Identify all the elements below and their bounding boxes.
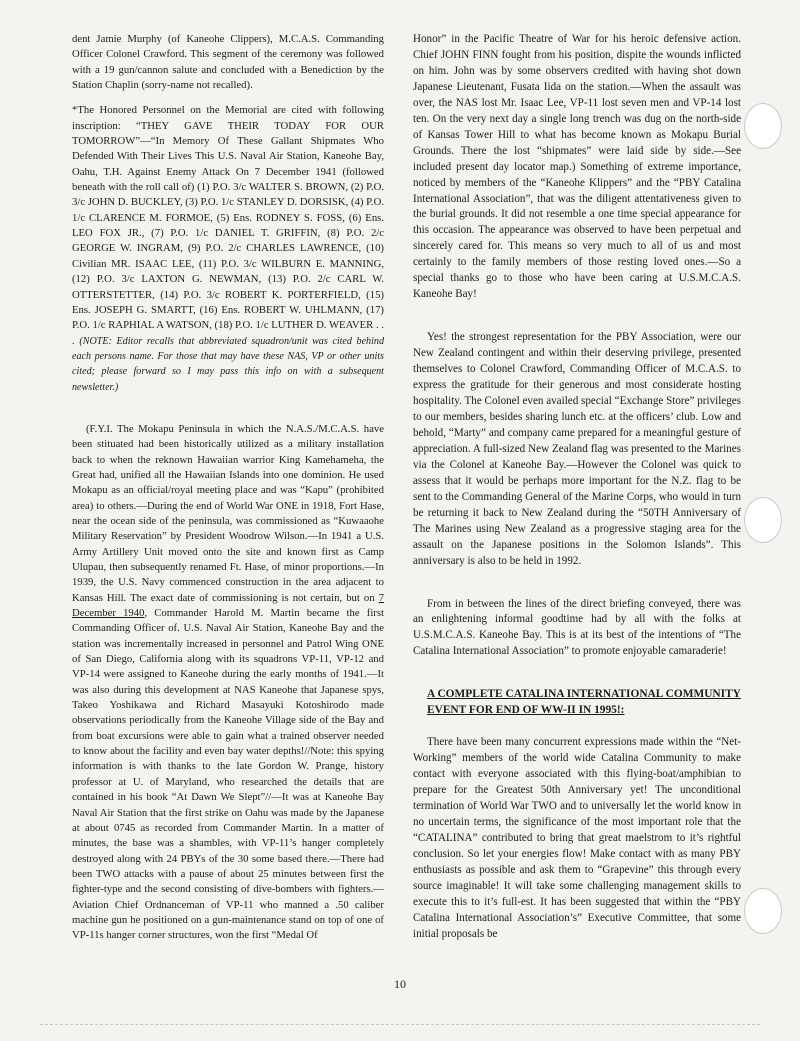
- page-number: 10: [394, 977, 406, 991]
- intro-paragraph: dent Jamie Murphy (of Kaneohe Clippers), M.C.A.S. Commanding Officer Colonel Crawford. This segment of the ceremony was followed with a 19 gun/cannon salute and concluded with a Benediction by the Station Chaplin (sorry-name not recalled).: [72, 33, 384, 92]
- left-column: [72, 32, 384, 954]
- punch-hole-bottom: [744, 888, 782, 934]
- fyi-history-paragraph: [72, 422, 384, 944]
- anniversary-paragraph: There have been many concurrent expressions made within the “Net-Working” members of the world wide Catalina Community to make contact with everyone associated with this flying-boat/amphibian to prepare for the Greatest 50th Anniversary yet! The unconditional termination of World War TWO and to universally let the world know in no uncertain terms, the significance of the most important role that the “CATALINA” contributed to bring that great maelstrom to it’s rightful conclusion. So let your energies flow! Make contact with as many PBY enthusiasts as possible and ask them to “Grapevine” this through every source imaginable! It will take some challenging management skills to execute this to it’s full-est. It has been suggested that within the “PBY Catalina International Association’s” Executive Committee, that some initial proposals be: [413, 736, 741, 940]
- punch-hole-middle: [744, 497, 782, 543]
- fyi-text-part2: , Commander Harold M. Martin became the first Commanding Officer of. U.S. Naval Air Station, Kaneohe Bay and the station was incrementally increased in personnel and Patrol Wing ONE of San Diego, California along with its squadrons VP-11, VP-12 and VP-14 were assigned to Kaneohe during the early months of 1941.—It was also during this development at NAS Kaneohe that Japanese spys, Takeo Yoshikawa and Richard Masayuki Kotoshirodo made observations periodically from the Kaneohe Village side of the Bay and from boat excursions were able to gain what a trained observer needed to know about the facility and even bay water depths!//Note: this spying information is with thanks to the late Gordon W. Prange, history professor at U. of Maryland, who researched the details that are contained in his book “At Dawn We Slept”//—It was at Kaneohe Bay Naval Air Station that the first strike on Oahu was made by the Japanese at about 0745 as recorded from Commander Martin. In a matter of minutes, the base was a shambles, with VP-11’s hanger completely destroyed along with 24 PBYs of the 30 some based there.—There had been TWO attacks with a pause of about 25 minutes between first the fighter-type and the second consisting of dive-bombers with fighters.—Aviation Chief Ordnanceman of VP-11 who manned a .50 caliber machine gun he positioned on a gun-maintenance stand on top of one of VP-11s hanger corner structures, won the first “Medal Of: [72, 607, 384, 942]
- editor-note: (NOTE: Editor recalls that abbreviated squadron/unit was cited behind each persons name. For those that may have these NAS, VP or other units cited; please forward so I may pass this info on with a subsequent newsletter.): [72, 335, 385, 393]
- new-zealand-paragraph: Yes! the strongest representation for the PBY Association, were our New Zealand contingent and within their deserving privilege, presented themselves to Colonel Crawford, Commanding Officer of M.C.A.S. to express the gratitude for their generous and most considerate hosting hospitality. The Colonel even availed special “Exchange Store” privileges to our members, besides sharing lunch etc. at the officers’ club. Low and behold, “Marty” and company came prepared for a meaningful gesture of appreciation. A full-sized New Zealand flag was presented to the Marines via the Colonel at Kaneohe Bay.—However the Colonel was quick to assess that it would be perhaps more important for the N.Z. flag to be sent to the Commanding General of the Marine Corps, who would in turn be returning it back to New Zealand during the “50TH Anniversary of The Marines using New Zealand as a progressive staging area for the assault on the Japanese positions in the Solomon Islands”. This anniversary is also to be held in 1992.: [413, 331, 741, 567]
- camaraderie-paragraph: From in between the lines of the direct briefing conveyed, there was an enlightening informal goodtime had by all with the folks at U.S.M.C.A.S. Kaneohe Bay. This is at its best of the intentions of “The Catalina International Association” to promote enjoyable camaraderie!: [413, 597, 741, 658]
- right-column: [413, 32, 741, 953]
- memorial-inscription-paragraph: [72, 103, 384, 395]
- memorial-roll-call: *The Honored Personnel on the Memorial are cited with following inscription: “THEY GAVE THEIR TODAY FOR OUR TOMORROW”—“In Memory Of These Gallant Shipmates Who Defended With Their Lives This U.S. Naval Air Station, Kaneohe Bay, Oahu, T.H. Against Enemy Attack On 7 December 1941 (followed beneath with the roll call of) (1) P.O. 3/c WALTER S. BROWN, (2) P.O. 3/c JOHN D. BUCKLEY, (3) P.O. 1/c STANLEY D. DORSISK, (4) P.O. 1/c CLARENCE M. FORMOE, (5) Ens. RODNEY S. FOSS, (6) Ens. LEO FOX JR., (7) P.O. 1/c DANIEL T. GRIFFIN, (8) P.O. 2/c GEORGE W. INGRAM, (9) P.O. 2/c CHARLES LAWRENCE, (10) Civilian MR. ISAAC LEE, (11) P.O. 3/c WILBURN E. MANNING, (12) P.O. 3/c LAXTON G. NEWMAN, (13) P.O. 2/c CARL W. OTTERSTETTER, (14) P.O. 3/c ROBERT K. PORTERFIELD, (15) Ens. JOSEPH G. SMARTT, (16) Ens. ROBERT W. UHLMANN, (17) P.O. 1/c RAPHIAL A WATSON, (18) P.O. 1/c LUTHER D. WEAVER . . .: [72, 104, 384, 347]
- section-heading: A COMPLETE CATALINA INTERNATIONAL COMMUNITY EVENT FOR END OF WW-II IN 1995!:: [427, 688, 741, 716]
- page-bottom-edge: [40, 1024, 760, 1025]
- fyi-text-part1: (F.Y.I. The Mokapu Peninsula in which the N.A.S./M.C.A.S. have been stituated had been historically utilized as a military installation back to when the reknown Hawaiian warrior King Kamehameha, the Great had, unified all the Hawaiian Islands into one dominion. He used Mokapu as an official/royal meeting place and was “Kapu” (prohibited area) to others.—During the end of World War ONE in 1918, Fort Hase, near the ocean side of the peninsula, was commissioned as “Kuwaaohe Military Reservation” by President Woodrow Wilson.—In 1941 a U.S. Army Artillery Unit moved onto the site and known first as Camp Ulupau, then subsequently renamed Ft. Hase, of minor proportions.—In 1939, the U.S. Navy commenced construction in the area adjacent to Kansas Hill. The exact date of commissioning is not certain, but on: [72, 422, 384, 604]
- medal-of-honor-paragraph: Honor” in the Pacific Theatre of War for his heroic defensive action. Chief JOHN FINN fought from his position, dispite the wounds inflicted on him. John was by some observers credited with having shot down Japanese Lieutenant, Fusata Iida on the station.—When the assault was over, the NAS lost Mr. Isaac Lee, VP-11 lost seven men and VP-14 lost ten. On the very next day a single long trench was dug on the north-side of Kansas Tower Hill to what has become known as Mokapu Burial Grounds. There the lost “shipmates” were laid side by side.—See included present day locator map.) Something of extreme importance, noticed by members of the “Kaneohe Klippers” and the “PBY Catalina International Association”, that was the diligent attentativeness given to the burial grounds. It did not resemble a one time special appearance for this occasion. The appearance was observed to have been perpetual and sincerely cared for. This means so very much to all of us and most certainly to the family members of those resting loved ones.—So a special thanks go to those who have been caring at U.S.M.C.A.S. Kaneohe Bay!: [413, 33, 741, 301]
- punch-hole-top: [744, 103, 782, 149]
- commission-date: 7 December 1940: [72, 591, 384, 620]
